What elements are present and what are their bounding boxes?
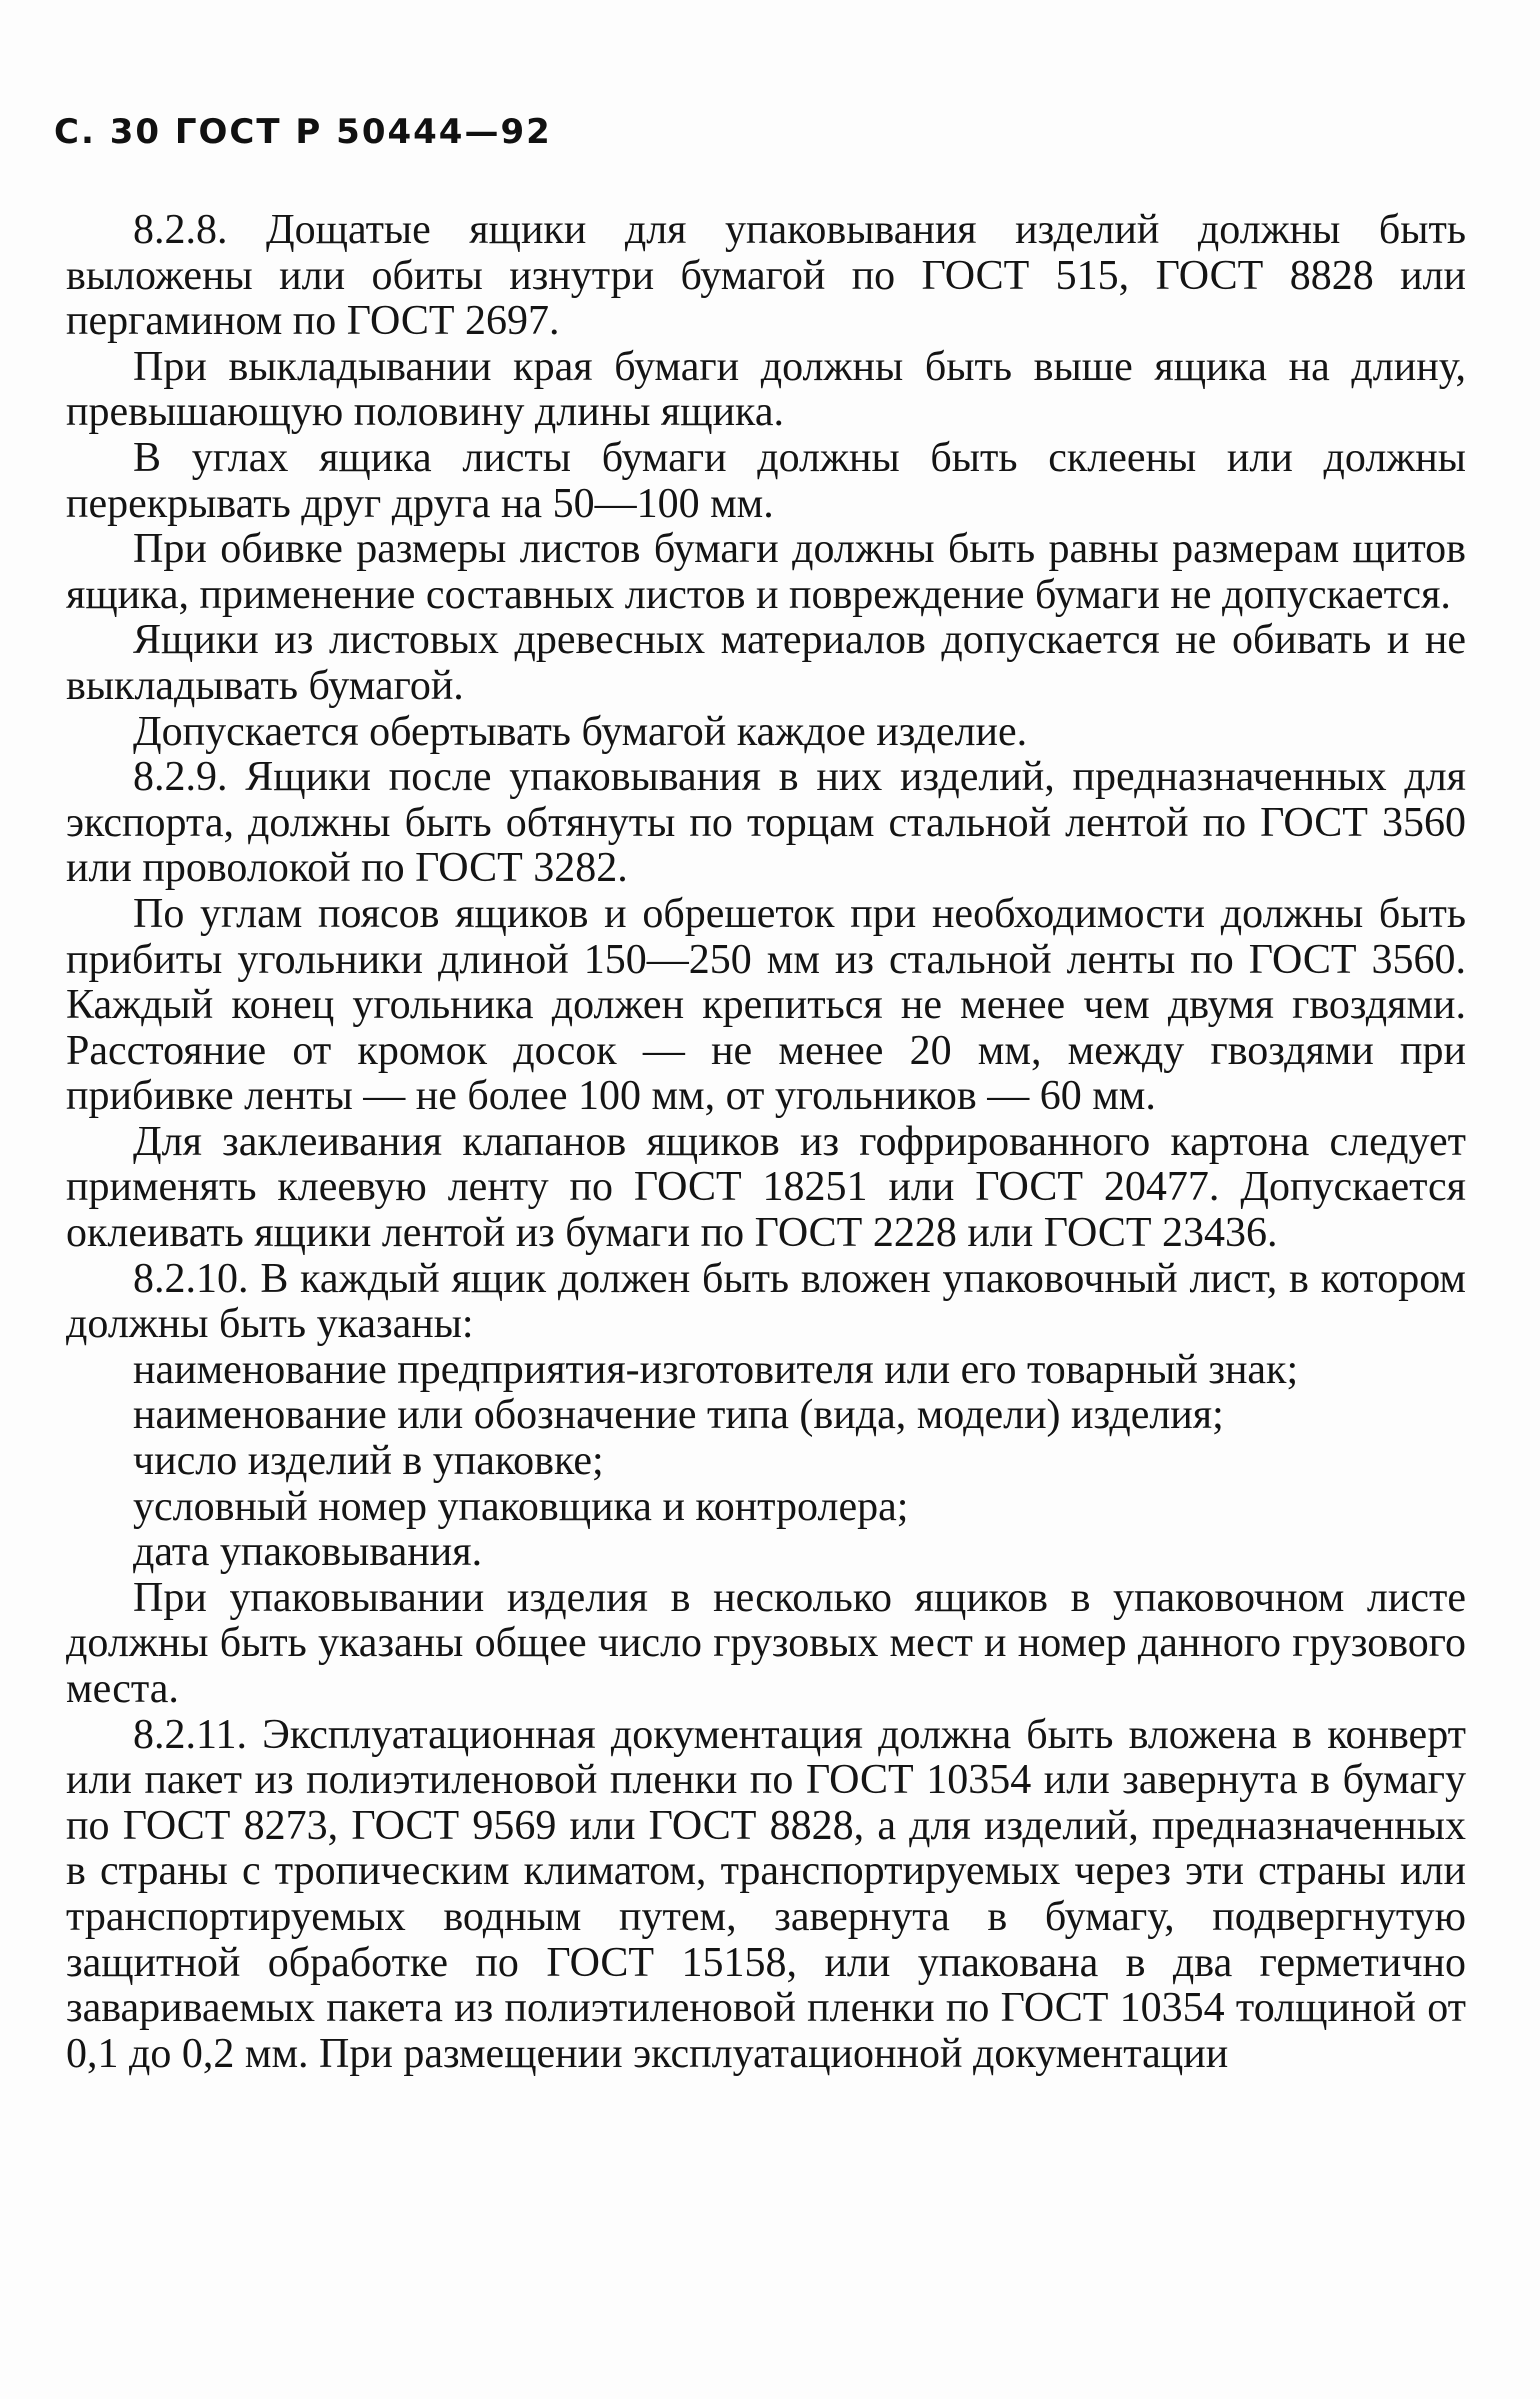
list-item: наименование предприятия-изготовителя или его товарный знак; xyxy=(133,1346,1299,1393)
paragraph-8-2-9: 8.2.9. Ящики после упаковывания в них изделий, предназначенных для экспорта, должны быть обтянуты по торцам стальной лентой по ГОСТ 3560 или проволокой по ГОСТ 3282. xyxy=(66,754,1466,892)
page-header: С. 30 ГОСТ Р 50444—92 xyxy=(54,112,552,152)
paragraph: Для заклеивания клапанов ящиков из гофрированного картона следует применять клеевую ленту по ГОСТ 18251 или ГОСТ 20477. Допускается оклеивать ящики лентой из бумаги по ГОСТ 2228 или ГОСТ 23436. xyxy=(66,1118,1466,1257)
paragraph: Ящики из листовых древесных материалов допускается не обивать и не выкладывать бумагой. xyxy=(66,617,1466,709)
paragraph-8-2-11: 8.2.11. Эксплуатационная документация должна быть вложена в конверт или пакет из полиэтиленовой пленки по ГОСТ 10354 или завернута в бумагу по ГОСТ 8273, ГОСТ 9569 или ГОСТ 8828, а для изделий, предназначенных в страны с тропическим климатом, транспортируемых через эти страны или транспортируемых водным путем, завернута в бумагу, подвергнутую защитной обработке по ГОСТ 15158, или упакована в два герметично завариваемых пакета из полиэтиленовой пленки по ГОСТ 10354 толщиной от 0,1 до 0,2 мм. При размещении эксплуатационной документации xyxy=(66,1711,1466,2077)
paragraph: При выкладывании края бумаги должны быть выше ящика на длину, превышающую половину длины ящика. xyxy=(66,343,1466,436)
list-item: условный номер упаковщика и контролера; xyxy=(133,1483,909,1530)
paragraph: Допускается обертывать бумагой каждое изделие. xyxy=(133,708,1028,755)
paragraph: По углам поясов ящиков и обрешеток при необходимости должны быть прибиты угольники длиной 150—250 мм из стальной ленты по ГОСТ 3560. Каждый конец угольника должен крепиться не менее чем двумя гвоздями. Расстояние от кромок досок — не менее 20 мм, между гвоздями при прибивке ленты — не более 100 мм, от угольников — 60 мм. xyxy=(66,890,1466,1120)
list-item: наименование или обозначение типа (вида, модели) изделия; xyxy=(133,1392,1224,1439)
paragraph: В углах ящика листы бумаги должны быть склеены или должны перекрывать друг друга на 50—100 мм. xyxy=(66,434,1466,527)
document-body xyxy=(66,208,1466,2077)
list-item: дата упаковывания. xyxy=(133,1529,483,1576)
paragraph-8-2-8: 8.2.8. Дощатые ящики для упаковывания изделий должны быть выложены или обиты изнутри бумагой по ГОСТ 515, ГОСТ 8828 или пергамином по ГОСТ 2697. xyxy=(66,207,1466,345)
paragraph: При обивке размеры листов бумаги должны быть равны размерам щитов ящика, применение составных листов и повреждение бумаги не допускается. xyxy=(66,526,1466,618)
paragraph: При упаковывании изделия в несколько ящиков в упаковочном листе должны быть указаны общее число грузовых мест и номер данного грузового места. xyxy=(66,1574,1466,1712)
paragraph-8-2-10: 8.2.10. В каждый ящик должен быть вложен упаковочный лист, в котором должны быть указаны: xyxy=(66,1255,1466,1348)
list-item: число изделий в упаковке; xyxy=(133,1438,604,1485)
